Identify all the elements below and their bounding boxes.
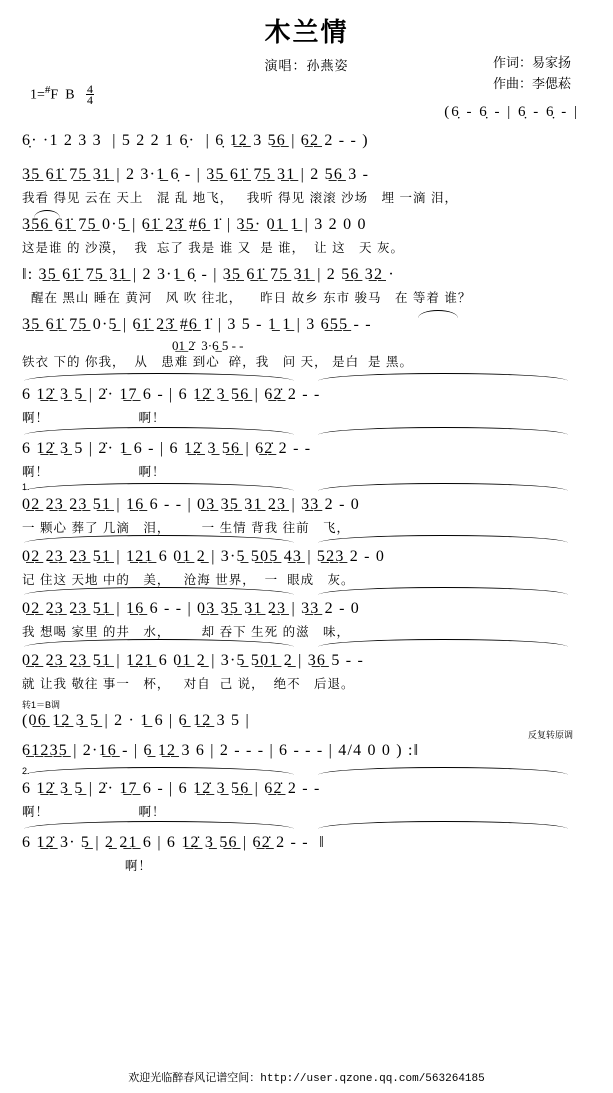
music-line (0, 162, 613, 208)
notes-row: ‖: 3̲5̲ 6̲1̲̇ 7̲5̲ 3̲1̲ | 2 3·1̲ 6̣ - | 3̲5̲ 6̲1̲̇ 7̲5̲ 3̲1̲ | 2 5̲6̲ 3̲2̲ · (22, 266, 395, 283)
lyrics-row: 啊！ (22, 859, 152, 873)
notes-row: 3̲5̲6̲ 6̲1̲̇ 7̲5̲ 0·5̲ | 6̲1̲̇ 2̲3̲̇ #̲6̲ 1̇ | 3̲5̲· 0̲1̲ 1̲ | 3 2 0 0 (22, 216, 367, 233)
slur-arc (318, 373, 568, 381)
notes-row: 0̲2̲ 2̲3̲ 2̲3̲ 5̲1̲ | 1̲2̲1̲ 6 0̲1̲ 2̲ | 3·5̲ 5̲0̲1̲ 2̲ | 3̲6̲ 5 - - (22, 652, 364, 669)
key-letter: F (50, 87, 59, 103)
lyrics-row: 我 想喝 家里 的井 水， 却 吞下 生死 的滋 味， (22, 625, 350, 639)
music-line (0, 262, 613, 308)
music-line (0, 212, 613, 258)
slur-arc (318, 427, 568, 435)
performer-line: 演唱：孙燕姿 (264, 58, 349, 73)
music-line (0, 382, 613, 428)
key-signature (30, 81, 94, 107)
modulation-label: 转1＝B调 (22, 700, 61, 710)
da-capo-label: 反复转原调 (527, 730, 573, 740)
slur-arc (24, 373, 294, 381)
slur-arc (24, 821, 294, 829)
key-alt: B (65, 87, 75, 103)
time-denominator: 4 (87, 92, 94, 107)
page-title: 木兰情 (264, 18, 349, 47)
notes-row: 6 1̲2̲̇ 3̲ 5̲ | 2̇· 1̲7̲ 6 - | 6 1̲2̲̇ 3̲ 5̲6̲ | 6̲2̲̇ 2 - - (22, 780, 321, 797)
volta-1-label: 1. (22, 482, 30, 492)
credits (493, 52, 571, 94)
slur-arc (318, 483, 568, 491)
music-line (0, 700, 613, 734)
lyrics-row: 这是谁 的 沙漠， 我 忘了 我是 谁 又 是 谁， 让 这 天 灰。 (22, 241, 404, 255)
key-prefix: 1= (30, 87, 45, 103)
notes-row: 3̲5̲ 6̲1̲̇ 7̲5̲ 3̲1̲ | 2 3·1̲ 6̣ - | 3̲5̲ 6̲1̲̇ 7̲5̲ 3̲1̲ | 2 5̲6̲ 3 - (22, 166, 370, 183)
pickup-measure: (6̣ - 6̣ - | 6̣ - 6̣ - | (444, 104, 579, 120)
lyrics-row: 一 颗心 葬了 几滴 泪， 一 生情 背我 往前 飞， (22, 521, 350, 535)
notes-row: 6̲1̲2̲3̲5̲ | 2·1̲6̲ - | 6̲ 1̲2̲ 3 6 | 2 - - - | 6 - - - | 4/4 0 0 ) :‖ (22, 742, 420, 759)
lyrics-row: 就 让我 敬往 事一 杯， 对自 己 说， 绝不 后退。 (22, 677, 355, 691)
notes-row: 0̲2̲ 2̲3̲ 2̲3̲ 5̲1̲ | 1̲6̲ 6 - - | 0̲3̲ 3̲5̲ 3̲1̲ 2̲3̲ | 3̲3̲ 2 - 0 (22, 496, 360, 513)
slur-arc (24, 427, 294, 435)
music-line (0, 312, 613, 372)
lyrics-row: 醒在 黑山 睡在 黄河 风 吹 往北， 昨日 故乡 东市 骏马 在 等着 谁？ (22, 291, 472, 305)
notes-row: 0̲2̲ 2̲3̲ 2̲3̲ 5̲1̲ | 1̲2̲1̲ 6 0̲1̲ 2̲ | 3·5̲ 5̲0̲5̲ 4̲3̲ | 5̲2̲3̲ 2 - 0 (22, 548, 386, 565)
footer-credit: 欢迎光临醉春风记谱空间：http://user.qzone.qq.com/563264185 (128, 1073, 485, 1085)
notes-row: (0̲6̲ 1̲2̲ 3̲ 5̲ | 2 · 1̲ 6 | 6̲ 1̲2̲ 3 5 | (22, 712, 250, 729)
notes-row: 6 1̲2̲̇ 3· 5̲ | 2̲ 2̲1̲ 6 | 6 1̲2̲̇ 3̲ 5̲6̲ | 6̲2̲̇ 2 - - ‖ (22, 834, 325, 851)
composer-line: 作曲：李偲菘 (492, 76, 571, 91)
notes-row: 6̣· ·1 2 3 3 | 5 2 2 1 6̣· | 6̣ 1̲2̲ 3 5̲6̲ | 6̲2̲ 2 - - ) (22, 132, 369, 149)
slur-arc (24, 483, 294, 491)
music-line (0, 830, 613, 876)
lyrics-row: 啊！ 啊！ (22, 465, 166, 479)
lyrics-row: 啊！ 啊！ (22, 805, 166, 819)
music-line (0, 436, 613, 482)
notes-row: 6 1̲2̲̇ 3̲ 5 | 2̇· 1̲ 6 - | 6 1̲2̲̇ 3̲ 5̲6̲ | 6̲2̲̇ 2 - - (22, 440, 312, 457)
slur-arc (318, 767, 568, 775)
music-line (0, 128, 613, 154)
slur-arc (318, 821, 568, 829)
music-line (0, 544, 613, 590)
lyrics-row: 记 住这 天地 中的 美， 沧海 世界， 一 眼成 灰。 (22, 573, 355, 587)
time-signature (86, 81, 94, 107)
notes-row: 6 1̲2̲̇ 3̲ 5̲ | 2̇· 1̲7̲ 6 - | 6 1̲2̲̇ 3̲ 5̲6̲ | 6̲2̲̇ 2 - - (22, 386, 321, 403)
volta-2-label: 2. (22, 766, 30, 776)
music-line (0, 766, 613, 822)
lyrics-row: 啊！ 啊！ (22, 411, 166, 425)
notes-row: 0̲2̲ 2̲3̲ 2̲3̲ 5̲1̲ | 1̲6̲ 6 - - | 0̲3̲ 3̲5̲ 3̲1̲ 2̲3̲ | 3̲3̲ 2 - 0 (22, 600, 360, 617)
lyricist-line: 作词：易家扬 (492, 55, 571, 70)
music-line (0, 730, 613, 764)
lyrics-row: 我看 得见 云在 天上 混 乱 地飞， 我听 得见 滚滚 沙场 埋 一滴 泪， (22, 191, 458, 205)
key-sharp: # (44, 84, 51, 96)
music-body (0, 128, 613, 880)
lyrics-row: 铁衣 下的 你我， 从 患难 到心 碎，我 问 天， 是白 是 黑。 (22, 355, 414, 369)
music-line (0, 482, 613, 538)
slur-arc (24, 767, 294, 775)
time-numerator: 4 (87, 81, 94, 96)
ossia-notes-row: 0̲1̲ 2̇ 3·6̲ 5 - - (172, 338, 244, 353)
music-line (0, 596, 613, 642)
notes-row: 3̲5̲ 6̲1̲̇ 7̲5̲ 0·5̲ | 6̲1̲̇ 2̲3̲̇ #̲6̲ 1̇ | 3 5 - 1̲ 1̲ | 3 6̲5̲5̲ - - (22, 316, 372, 333)
music-line (0, 648, 613, 694)
